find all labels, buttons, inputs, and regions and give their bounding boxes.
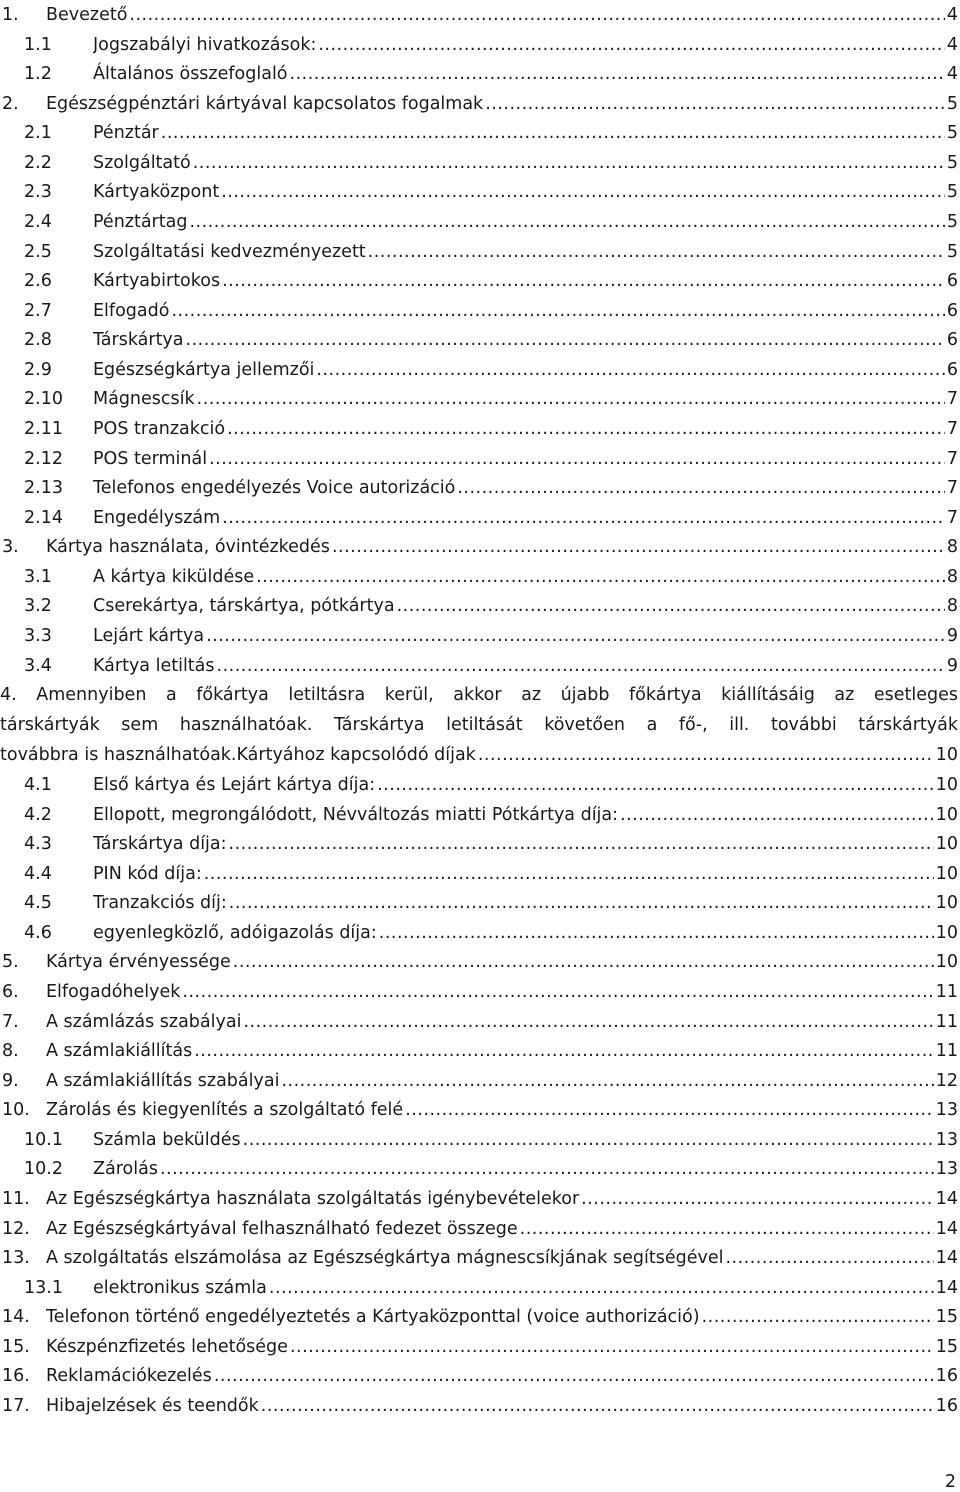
- toc-entry-title: Számla beküldés: [93, 1129, 241, 1150]
- toc-leader-dots: [332, 532, 945, 562]
- toc-entry[interactable]: [0, 355, 958, 385]
- toc-leader-dots: [229, 829, 934, 859]
- toc-entry-page: 11: [935, 1011, 958, 1032]
- toc-entry[interactable]: [0, 89, 958, 119]
- toc-entry-number: 9.: [2, 1070, 19, 1091]
- toc-leader-dots: [368, 237, 945, 267]
- toc-entry-title: Szolgáltatási kedvezményezett: [93, 241, 366, 262]
- toc-entry-page: 4: [946, 64, 958, 85]
- toc-entry-page: 10: [935, 893, 958, 914]
- toc-entry[interactable]: [0, 1243, 958, 1273]
- toc-entry-long-line: 4. Amennyiben a főkártya letiltásra kerül, akkor az újabb főkártya kiállításáig az esetleges: [0, 685, 958, 705]
- toc-entry-page: 7: [946, 507, 958, 528]
- toc-entry-title: Elfogadó: [93, 300, 170, 321]
- toc-entry-number: 4.2: [24, 804, 52, 825]
- toc-entry-title: Kártya használata, óvintézkedés: [46, 537, 330, 558]
- toc-leader-dots: [581, 1184, 934, 1214]
- toc-entry-page: 4: [946, 34, 958, 55]
- toc-entry-body: [93, 266, 958, 296]
- toc-entry-page: 13: [935, 1129, 958, 1150]
- toc-entry-body: [46, 1332, 958, 1362]
- toc-entry-number: 8.: [2, 1041, 19, 1062]
- toc-entry-page: 5: [946, 211, 958, 232]
- toc-entry-page: 7: [946, 389, 958, 410]
- toc-entry-body: [93, 177, 958, 207]
- toc-entry-body: [93, 325, 958, 355]
- toc-entry-number: 2.8: [24, 330, 52, 351]
- toc-entry-body: [93, 355, 958, 385]
- toc-leader-dots: [161, 118, 945, 148]
- toc-entry-body: [93, 473, 958, 503]
- toc-entry-title: PIN kód díja:: [93, 863, 202, 884]
- toc-entry-body: [46, 1243, 958, 1273]
- toc-entry-number: 2.3: [24, 182, 52, 203]
- toc-entry-title: A számlázás szabályai: [46, 1011, 242, 1032]
- toc-entry-page: 13: [935, 1100, 958, 1121]
- toc-leader-dots: [222, 266, 945, 296]
- toc-leader-dots: [243, 1007, 933, 1037]
- toc-entry[interactable]: [0, 1154, 958, 1184]
- toc-entry-title: Zárolás és kiegyenlítés a szolgáltató felé: [46, 1100, 404, 1121]
- toc-entry[interactable]: [0, 1214, 958, 1244]
- toc-entry-body: [93, 118, 958, 148]
- toc-entry-body: [46, 1095, 958, 1125]
- toc-entry-number: 2.4: [24, 211, 52, 232]
- toc-entry-number: 2.14: [24, 507, 63, 528]
- toc-entry-title: Első kártya és Lejárt kártya díja:: [93, 775, 376, 795]
- toc-entry-number: 2.1: [24, 123, 52, 144]
- toc-entry-page: 10: [935, 775, 958, 795]
- toc-entry-title: Mágnescsík: [93, 389, 195, 410]
- toc-entry-title: Társkártya díja:: [93, 834, 227, 855]
- toc-entry-number: 2.13: [24, 478, 63, 499]
- toc-entry-number: 1.: [2, 5, 19, 25]
- toc-entry-body: [93, 148, 958, 178]
- toc-entry-body: [93, 30, 958, 60]
- toc-entry-body: [93, 1273, 958, 1303]
- toc-entry-number: 6.: [2, 981, 19, 1002]
- toc-entry-body: [93, 503, 958, 533]
- toc-entry-number: 2.12: [24, 448, 63, 469]
- toc-entry-number: 13.: [2, 1248, 30, 1269]
- toc-entry[interactable]: [0, 859, 958, 889]
- toc-entry[interactable]: [0, 0, 958, 30]
- toc-entry-body: [93, 591, 958, 621]
- toc-entry-number: 2.2: [24, 152, 52, 173]
- toc-entry-number: 2.9: [24, 359, 52, 380]
- toc-entry-page: 8: [946, 566, 958, 587]
- toc-entry-body: [93, 800, 958, 830]
- toc-leader-dots: [261, 1391, 934, 1421]
- toc-entry-page: 6: [946, 330, 958, 351]
- toc-entry[interactable]: [0, 591, 958, 621]
- toc-entry-body: [93, 414, 958, 444]
- toc-leader-dots: [204, 859, 934, 889]
- toc-entry-body: [93, 770, 958, 800]
- toc-entry-title: Tranzakciós díj:: [93, 893, 227, 914]
- toc-entry[interactable]: [0, 621, 958, 651]
- toc-entry-number: 3.1: [24, 566, 52, 587]
- toc-entry-page: 7: [946, 478, 958, 499]
- toc-entry-body: [93, 651, 958, 681]
- toc-entry-page: 15: [935, 1307, 958, 1328]
- toc-entry-page: 14: [935, 1218, 958, 1239]
- toc-entry[interactable]: [0, 503, 958, 533]
- toc-leader-dots: [702, 1302, 934, 1332]
- toc-entry-body: [46, 532, 958, 562]
- toc-leader-dots: [318, 30, 945, 60]
- toc-entry-body: [46, 0, 958, 30]
- toc-entry-page: 11: [935, 1041, 958, 1062]
- toc-entry-body: [46, 1184, 958, 1214]
- toc-entry[interactable]: [0, 325, 958, 355]
- toc-entry-title: A számlakiállítás: [46, 1041, 193, 1062]
- toc-entry-body: [46, 1007, 958, 1037]
- toc-entry-page: 12: [935, 1070, 958, 1091]
- toc-leader-dots: [725, 1243, 933, 1273]
- toc-entry-page: 6: [946, 359, 958, 380]
- toc-leader-dots: [243, 1125, 934, 1155]
- toc-entry-number: 10.: [2, 1100, 30, 1121]
- toc-entry-page: 5: [946, 93, 958, 114]
- toc-leader-dots: [160, 1154, 934, 1184]
- toc-entry-page: 5: [946, 182, 958, 203]
- toc-entry[interactable]: [0, 1273, 958, 1303]
- toc-leader-dots: [171, 296, 944, 326]
- toc-entry-body: [93, 888, 958, 918]
- toc-entry[interactable]: [0, 651, 958, 681]
- toc-entry-page: 5: [946, 241, 958, 262]
- toc-leader-dots: [269, 1273, 934, 1303]
- toc-entry-title: Szolgáltató: [93, 152, 191, 173]
- toc-entry-page: 16: [935, 1366, 958, 1387]
- toc-entry-page: 4: [946, 5, 958, 25]
- toc-entry[interactable]: [0, 829, 958, 859]
- toc-entry-title: POS tranzakció: [93, 418, 226, 439]
- toc-entry[interactable]: [0, 888, 958, 918]
- toc-entry-page: 15: [935, 1336, 958, 1357]
- toc-entry-number: 2.: [2, 93, 19, 114]
- toc-entry[interactable]: [0, 473, 958, 503]
- toc-entry-number: 14.: [2, 1307, 30, 1328]
- toc-entry-number: 2.6: [24, 271, 52, 292]
- toc-entry-number: 4.4: [24, 863, 52, 884]
- toc-leader-dots: [620, 800, 934, 830]
- toc-entry[interactable]: [0, 30, 958, 60]
- toc-entry-body: [93, 444, 958, 474]
- toc-entry-title: Engedélyszám: [93, 507, 221, 528]
- toc-entry-number: 1.1: [24, 34, 52, 55]
- toc-entry[interactable]: [0, 800, 958, 830]
- toc-entry-title: Egészségkártya jellemzői: [93, 359, 315, 380]
- toc-entry[interactable]: [0, 444, 958, 474]
- toc-entry-number: 4.3: [24, 834, 52, 855]
- toc-entry-number: 4.5: [24, 893, 52, 914]
- toc-entry-title: Cserekártya, társkártya, pótkártya: [93, 596, 395, 617]
- toc-leader-dots: [290, 1332, 934, 1362]
- toc-entry-title: Jogszabályi hivatkozások:: [93, 34, 317, 55]
- toc-entry-body: [93, 207, 958, 237]
- toc-entry-title: Készpénzfizetés lehetősége: [46, 1336, 288, 1357]
- toc-leader-dots: [214, 1361, 934, 1391]
- toc-entry-title: Ellopott, megrongálódott, Névváltozás miatti Pótkártya díja:: [93, 804, 619, 825]
- toc-entry-body: [46, 1361, 958, 1391]
- toc-leader-dots: [197, 384, 945, 414]
- toc-entry[interactable]: [0, 1066, 958, 1096]
- toc-leader-dots: [186, 325, 945, 355]
- toc-entry-page: 7: [946, 418, 958, 439]
- toc-entry-body: [93, 384, 958, 414]
- toc-entry-title: Elfogadóhelyek: [46, 981, 181, 1002]
- toc-leader-dots: [316, 355, 944, 385]
- toc-entry-title: Hibajelzések és teendők: [46, 1395, 259, 1416]
- toc-entry-page: 5: [946, 152, 958, 173]
- toc-entry[interactable]: [0, 1036, 958, 1066]
- toc-entry[interactable]: [0, 977, 958, 1007]
- toc-entry-title: Az Egészségkártya használata szolgáltatás igénybevételekor: [46, 1188, 580, 1209]
- toc-entry[interactable]: [0, 148, 958, 178]
- toc-entry-title: elektronikus számla: [93, 1277, 267, 1298]
- toc-entry[interactable]: [0, 1361, 958, 1391]
- toc-entry[interactable]: [0, 532, 958, 562]
- toc-entry-title: Kártya érvényessége: [46, 952, 231, 973]
- toc-entry-title: Zárolás: [93, 1159, 158, 1180]
- toc-entry[interactable]: [0, 384, 958, 414]
- toc-entry-page: 10: [935, 863, 958, 884]
- toc-entry-number: 3.3: [24, 625, 52, 646]
- toc-entry-body: [46, 947, 958, 977]
- toc-leader-dots: [478, 740, 934, 770]
- toc-entry[interactable]: [0, 1125, 958, 1155]
- toc-entry-body: [93, 829, 958, 859]
- toc-entry-title: egyenlegközlő, adóigazolás díja:: [93, 922, 377, 943]
- toc-entry-title: Általános összefoglaló: [93, 64, 288, 85]
- toc-entry-page: 10: [935, 804, 958, 825]
- toc-entry-number: 1.2: [24, 64, 52, 85]
- toc-entry-number: 5.: [2, 952, 19, 973]
- toc-entry-number: 4.6: [24, 922, 52, 943]
- toc-entry-number: 2.7: [24, 300, 52, 321]
- toc-entry-number: 7.: [2, 1011, 19, 1032]
- toc-leader-dots: [397, 591, 945, 621]
- toc-leader-dots: [457, 473, 945, 503]
- toc-leader-dots: [189, 207, 944, 237]
- toc-entry-body: [46, 1066, 958, 1096]
- toc-entry-title: Társkártya: [93, 330, 184, 351]
- toc-entry[interactable]: [0, 1184, 958, 1214]
- toc-entry-page: 9: [946, 655, 958, 676]
- toc-entry-page: 7: [946, 448, 958, 469]
- toc-entry-number: 13.1: [24, 1277, 63, 1298]
- toc-leader-dots: [182, 977, 933, 1007]
- toc-entry-body: [46, 89, 958, 119]
- toc-entry-title: Telefonon történő engedélyeztetés a Kártyaközponttal (voice authorizáció): [46, 1307, 700, 1328]
- toc-entry-number: 17.: [2, 1395, 30, 1416]
- toc-entry-page: 9: [946, 625, 958, 646]
- toc-entry[interactable]: [0, 237, 958, 267]
- toc-entry[interactable]: [0, 118, 958, 148]
- toc-entry-page: 14: [935, 1277, 958, 1298]
- toc-entry-body: [46, 1391, 958, 1421]
- toc-leader-dots: [485, 89, 945, 119]
- toc-leader-dots: [209, 444, 945, 474]
- toc-entry-title: Reklamációkezelés: [46, 1366, 212, 1387]
- toc-entry-page: 5: [946, 123, 958, 144]
- toc-entry-page: 10: [935, 745, 958, 765]
- toc-entry-title: Egészségpénztári kártyával kapcsolatos fogalmak: [46, 93, 484, 114]
- toc-entry-number: 11.: [2, 1188, 30, 1209]
- toc-leader-dots: [290, 59, 945, 89]
- toc-entry-number: 2.5: [24, 241, 52, 262]
- toc-entry-title: Pénztártag: [93, 211, 188, 232]
- toc-entry-page: 6: [946, 271, 958, 292]
- toc-entry-number: 3.: [2, 537, 19, 558]
- toc-entry-title: Pénztár: [93, 123, 159, 144]
- toc-entry-title: A kártya kiküldése: [93, 566, 255, 587]
- toc-entry-body: [93, 562, 958, 592]
- toc-leader-dots: [227, 414, 945, 444]
- toc-entry-title: Telefonos engedélyezés Voice autorizáció: [93, 478, 456, 499]
- toc-entry-page: 16: [935, 1395, 958, 1416]
- toc-entry-number: 10.2: [24, 1159, 63, 1180]
- toc-entry-page: 13: [935, 1159, 958, 1180]
- toc-entry-number: 4.1: [24, 775, 52, 795]
- toc-entry-number: 16.: [2, 1366, 30, 1387]
- toc-entry[interactable]: [0, 414, 958, 444]
- toc-entry-long-line: társkártyák sem használhatóak. Társkártya letiltását követően a fő-, ill. további társkártyák: [0, 715, 958, 735]
- toc-entry-body: [93, 621, 958, 651]
- toc-entry[interactable]: [0, 296, 958, 326]
- toc-leader-dots: [520, 1214, 934, 1244]
- toc-entry[interactable]: [0, 770, 958, 800]
- toc-leader-dots: [281, 1066, 933, 1096]
- toc-entry-number: 3.4: [24, 655, 52, 676]
- toc-leader-dots: [217, 651, 945, 681]
- toc-entry-body: [93, 859, 958, 889]
- toc-leader-dots: [233, 947, 934, 977]
- toc-entry-number: 3.2: [24, 596, 52, 617]
- toc-entry-body: [93, 1154, 958, 1184]
- toc-entry-body: [46, 1214, 958, 1244]
- toc-entry-body: [46, 1036, 958, 1066]
- toc-entry[interactable]: [0, 1332, 958, 1362]
- toc-entry[interactable]: [0, 59, 958, 89]
- toc-entry-title: Bevezető: [46, 5, 128, 25]
- toc-entry-title: Kártya letiltás: [93, 655, 215, 676]
- toc-entry-page: 8: [946, 596, 958, 617]
- toc-entry-body: [93, 237, 958, 267]
- toc-entry-page: 8: [946, 537, 958, 558]
- toc-entry-body: [93, 1125, 958, 1155]
- toc-leader-dots: [221, 177, 945, 207]
- toc-entry[interactable]: [0, 1007, 958, 1037]
- toc-entry-number: 2.11: [24, 418, 63, 439]
- toc-entry-body: [93, 918, 958, 948]
- toc-leader-dots: [222, 503, 945, 533]
- toc-entry-page: 11: [935, 981, 958, 1002]
- toc-entry-title: A számlakiállítás szabályai: [46, 1070, 280, 1091]
- toc-entry-body: [93, 59, 958, 89]
- toc-entry[interactable]: [0, 1391, 958, 1421]
- toc-leader-dots: [256, 562, 945, 592]
- toc-leader-dots: [379, 918, 934, 948]
- toc-entry-number: 2.10: [24, 389, 63, 410]
- toc-entry-number: 15.: [2, 1336, 30, 1357]
- toc-entry-number: 10.1: [24, 1129, 63, 1150]
- toc-entry[interactable]: [0, 918, 958, 948]
- toc-entry-title: Kártyabirtokos: [93, 271, 221, 292]
- toc-leader-dots: [193, 148, 945, 178]
- toc-entry-title: Az Egészségkártyával felhasználható fedezet összege: [46, 1218, 518, 1239]
- toc-leader-dots: [229, 888, 934, 918]
- toc-entry-title: Lejárt kártya: [93, 625, 205, 646]
- toc-entry-body: [93, 296, 958, 326]
- toc-entry[interactable]: [0, 207, 958, 237]
- toc-entry-long-title: továbbra is használhatóak.Kártyához kapcsolódó díjak: [0, 745, 476, 765]
- toc-entry-title: A szolgáltatás elszámolása az Egészségkártya mágnescsíkjának segítségével: [46, 1248, 724, 1269]
- toc-entry-long[interactable]: [0, 680, 958, 770]
- toc-entry-page: 10: [935, 834, 958, 855]
- toc-entry[interactable]: [0, 562, 958, 592]
- page-number: 2: [944, 1472, 956, 1492]
- toc-entry[interactable]: [0, 177, 958, 207]
- toc-entry-page: 6: [946, 300, 958, 321]
- toc-entry-title: POS terminál: [93, 448, 208, 469]
- toc-entry-body: [46, 1302, 958, 1332]
- toc-entry-body: [46, 977, 958, 1007]
- toc-entry-page: 10: [935, 922, 958, 943]
- toc-entry[interactable]: [0, 1095, 958, 1125]
- toc-entry[interactable]: [0, 1302, 958, 1332]
- toc-entry[interactable]: [0, 947, 958, 977]
- toc-entry[interactable]: [0, 266, 958, 296]
- toc-entry-title: Kártyaközpont: [93, 182, 220, 203]
- toc-leader-dots: [206, 621, 945, 651]
- toc-entry-number: 12.: [2, 1218, 30, 1239]
- toc-entry-page: 14: [935, 1188, 958, 1209]
- toc-leader-dots: [377, 770, 934, 800]
- toc-leader-dots: [194, 1036, 934, 1066]
- toc-leader-dots: [129, 0, 944, 30]
- toc-entry-long-line: [0, 740, 958, 770]
- toc-entry-page: 14: [935, 1248, 958, 1269]
- toc-entry-page: 10: [935, 952, 958, 973]
- toc-leader-dots: [405, 1095, 934, 1125]
